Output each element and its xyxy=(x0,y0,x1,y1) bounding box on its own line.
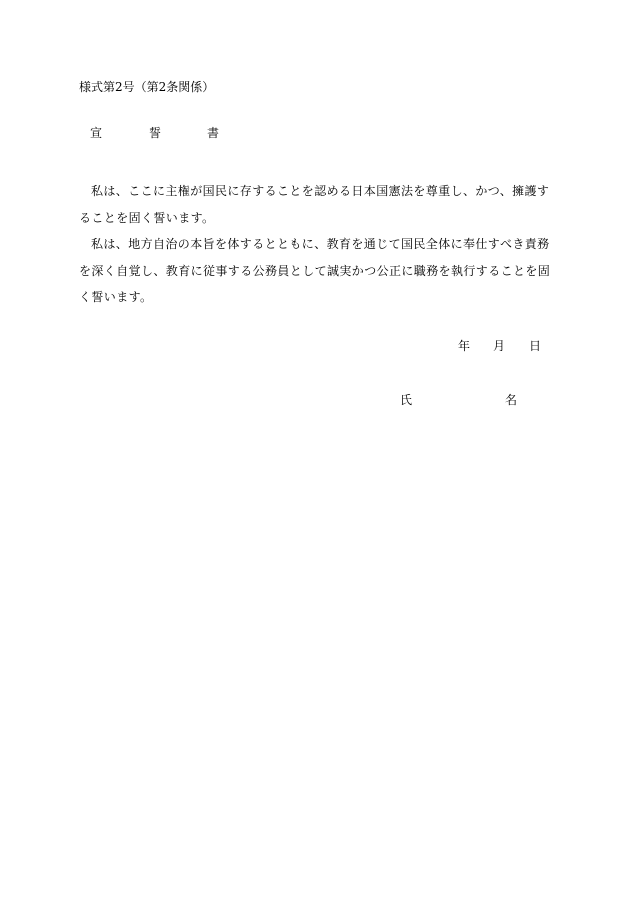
signature-name-label: 名 xyxy=(505,393,518,407)
date-day-label: 日 xyxy=(529,339,542,353)
title-char-2: 誓 xyxy=(149,126,162,140)
oath-paragraph-constitution: 私は、ここに主権が国民に存することを認める日本国憲法を尊重し、かつ、擁護することを固く誓います。 xyxy=(79,184,550,225)
oath-body xyxy=(79,178,553,311)
document-title xyxy=(90,125,290,143)
form-number: 様式第2号（第2条関係） xyxy=(79,80,215,94)
date-year-label: 年 xyxy=(458,339,471,353)
title-char-3: 書 xyxy=(207,126,220,140)
signature-surname-label: 氏 xyxy=(400,393,413,407)
oath-paragraph-duty: 私は、地方自治の本旨を体するとともに、教育を通じて国民全体に奉仕すべき責務を深く自覚し、教育に従事する公務員として誠実かつ公正に職務を執行することを固く誓います。 xyxy=(79,237,551,304)
date-month-label: 月 xyxy=(493,339,506,353)
title-char-1: 宣 xyxy=(90,126,103,140)
